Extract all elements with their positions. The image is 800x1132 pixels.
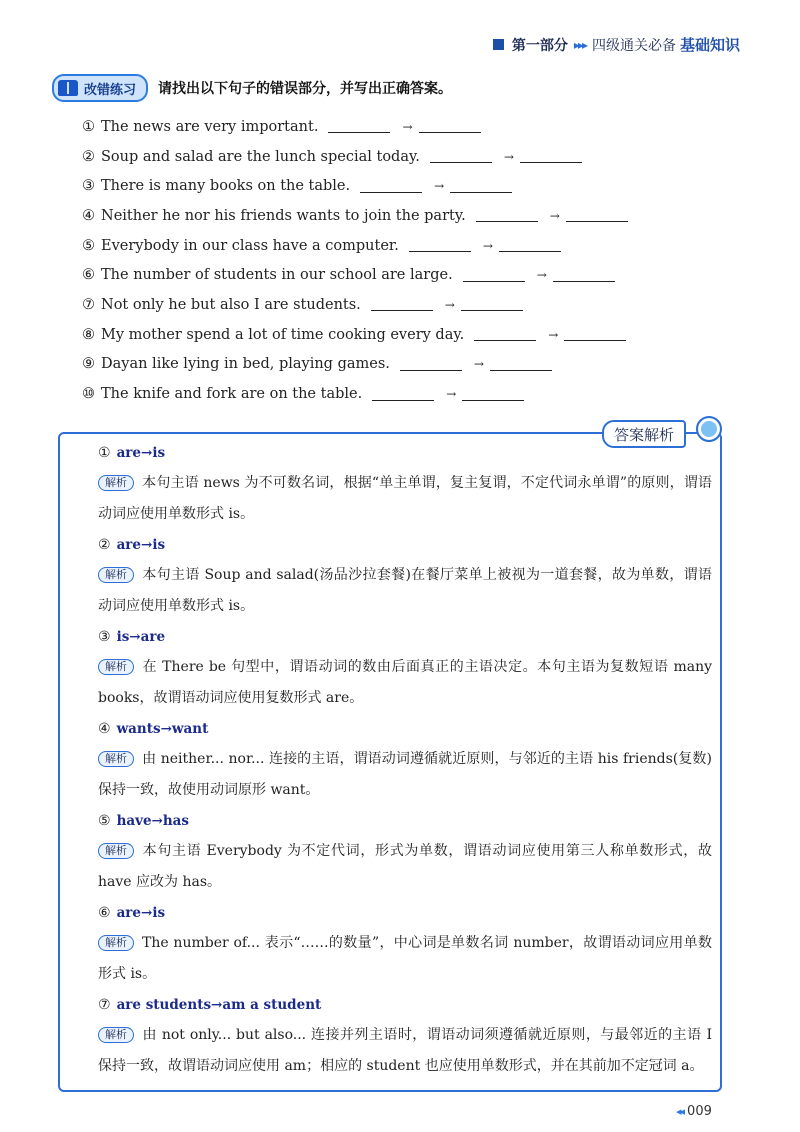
page-number — [676, 1104, 712, 1119]
question-item — [82, 320, 628, 350]
answer-correction: are students→am a student — [116, 997, 322, 1013]
question-number: ⑦ — [82, 296, 95, 313]
answer-correction: wants→want — [116, 721, 209, 737]
exercise-badge — [52, 74, 148, 102]
explanation-text: 由 neither... nor... 连接的主语，谓语动词遵循就近原则，与邻近的主语 his friends(复数)保持一致，故使用动词原形 want。 — [98, 751, 712, 798]
answer-number: ② — [98, 537, 111, 553]
page-number-value: 009 — [687, 1104, 712, 1119]
section-subtitle: 四级通关必备 — [591, 37, 676, 54]
wrong-part-blank[interactable] — [430, 150, 492, 163]
section-part: 第一部分 — [511, 37, 568, 54]
correct-answer-blank[interactable] — [566, 209, 628, 222]
question-number: ⑥ — [82, 267, 95, 284]
answer-line — [64, 438, 712, 468]
answer-tab: 答案解析 — [602, 420, 686, 448]
arrow-icon: → — [446, 387, 457, 402]
answer-line — [64, 898, 712, 928]
explanation-text: 由 not only... but also... 连接并列主语时，谓语动词须遵循就近原则，与最邻近的主语 I 保持一致，故谓语动词应使用 am；相应的 student 也应使用单数形式，并在其前加不定冠词 a。 — [98, 1027, 712, 1074]
answer-explanation — [64, 928, 712, 990]
correct-answer-blank[interactable] — [490, 358, 552, 371]
answer-correction: are→is — [116, 537, 166, 553]
explanation-tag: 解析 — [98, 659, 134, 675]
exercise-instruction: 请找出以下句子的错误部分，并写出正确答案。 — [158, 81, 453, 97]
question-number: ⑤ — [82, 237, 95, 254]
explanation-text: The number of... 表示“……的数量”，中心词是单数名词 number，故谓语动词应用单数形式 is。 — [98, 935, 712, 982]
question-text: Dayan like lying in bed, playing games. — [101, 356, 390, 373]
correct-answer-blank[interactable] — [419, 120, 481, 133]
wrong-part-blank[interactable] — [371, 298, 433, 311]
answer-correction: are→is — [116, 905, 166, 921]
arrow-icon: → — [548, 327, 559, 342]
answer-explanation — [64, 1020, 712, 1082]
arrow-icon: → — [444, 297, 455, 312]
question-number: ④ — [82, 207, 95, 224]
correct-answer-blank[interactable] — [450, 180, 512, 193]
triple-arrow-icon: ▸▸▸ — [573, 37, 586, 52]
question-number: ⑩ — [82, 386, 95, 403]
answer-explanation — [64, 468, 712, 530]
question-number: ③ — [82, 178, 95, 195]
arrow-icon: → — [549, 208, 560, 223]
wrong-part-blank[interactable] — [463, 269, 525, 282]
question-item — [82, 112, 628, 142]
wrong-part-blank[interactable] — [409, 239, 471, 252]
answer-correction: have→has — [116, 813, 190, 829]
correct-answer-blank[interactable] — [553, 269, 615, 282]
answer-number: ⑥ — [98, 905, 111, 921]
question-text: There is many books on the table. — [101, 178, 351, 195]
answer-number: ⑤ — [98, 813, 111, 829]
explanation-tag: 解析 — [98, 935, 134, 951]
page-header — [493, 34, 740, 55]
section-strong: 基础知识 — [679, 36, 740, 54]
question-number: ① — [82, 118, 95, 135]
explanation-tag: 解析 — [98, 751, 134, 767]
answer-explanation — [64, 836, 712, 898]
answer-number: ③ — [98, 629, 111, 645]
question-text: The knife and fork are on the table. — [101, 386, 363, 403]
question-item — [82, 260, 628, 290]
wrong-part-blank[interactable] — [328, 120, 390, 133]
question-text: Soup and salad are the lunch special today. — [101, 148, 420, 165]
answer-line — [64, 806, 712, 836]
question-item — [82, 171, 628, 201]
answer-explanation — [64, 560, 712, 622]
arrow-icon: → — [473, 357, 484, 372]
question-text: My mother spend a lot of time cooking every day. — [101, 326, 465, 343]
question-list — [82, 112, 628, 409]
answer-content — [64, 438, 712, 1082]
answer-line — [64, 714, 712, 744]
arrow-icon: → — [503, 149, 514, 164]
answer-number: ⑦ — [98, 997, 111, 1013]
question-text: Not only he but also I are students. — [101, 296, 361, 313]
answer-line — [64, 622, 712, 652]
arrow-icon: → — [536, 268, 547, 283]
question-text: The number of students in our school are large. — [101, 267, 453, 284]
exercise-badge-label: 改错练习 — [84, 82, 137, 98]
explanation-tag: 解析 — [98, 567, 134, 583]
wrong-part-blank[interactable] — [400, 358, 462, 371]
book-icon — [58, 80, 78, 96]
answer-number: ④ — [98, 721, 111, 737]
square-icon — [493, 39, 504, 50]
arrow-icon: → — [482, 238, 493, 253]
wrong-part-blank[interactable] — [474, 328, 536, 341]
explanation-text: 本句主语 Soup and salad(汤品沙拉套餐)在餐厅菜单上被视为一道套餐，故为单数，谓语动词应使用单数形式 is。 — [98, 567, 712, 614]
explanation-text: 本句主语 Everybody 为不定代词，形式为单数，谓语动词应使用第三人称单数形式，故 have 应改为 has。 — [98, 843, 712, 890]
answer-number: ① — [98, 445, 111, 461]
correct-answer-blank[interactable] — [564, 328, 626, 341]
question-number: ② — [82, 148, 95, 165]
question-number: ⑨ — [82, 356, 95, 373]
answer-explanation — [64, 744, 712, 806]
arrow-icon: → — [402, 119, 413, 134]
answer-correction: is→are — [116, 629, 166, 645]
question-text: Neither he nor his friends wants to join the party. — [101, 207, 466, 224]
question-item — [82, 201, 628, 231]
correct-answer-blank[interactable] — [462, 388, 524, 401]
exercise-title — [52, 74, 452, 102]
correct-answer-blank[interactable] — [520, 150, 582, 163]
wrong-part-blank[interactable] — [476, 209, 538, 222]
question-number: ⑧ — [82, 326, 95, 343]
correct-answer-blank[interactable] — [499, 239, 561, 252]
question-text: Everybody in our class have a computer. — [101, 237, 399, 254]
wrong-part-blank[interactable] — [360, 180, 422, 193]
answer-line — [64, 530, 712, 560]
wrong-part-blank[interactable] — [372, 388, 434, 401]
explanation-text: 在 There be 句型中，谓语动词的数由后面真正的主语决定。本句主语为复数短语 many books，故谓语动词应使用复数形式 are。 — [98, 659, 712, 706]
answer-correction: are→is — [116, 445, 166, 461]
explanation-text: 本句主语 news 为不可数名词，根据“单主单谓，复主复谓，不定代词永单谓”的原则，谓语动词应使用单数形式 is。 — [98, 475, 712, 522]
correct-answer-blank[interactable] — [461, 298, 523, 311]
question-item — [82, 379, 628, 409]
arrow-icon: → — [434, 179, 445, 194]
explanation-tag: 解析 — [98, 1027, 134, 1043]
answer-line — [64, 990, 712, 1020]
double-chevron-icon: ◂◂ — [676, 1105, 684, 1118]
answer-explanation — [64, 652, 712, 714]
explanation-tag: 解析 — [98, 843, 134, 859]
question-item — [82, 231, 628, 261]
explanation-tag: 解析 — [98, 475, 134, 491]
question-item — [82, 142, 628, 172]
question-text: The news are very important. — [101, 118, 319, 135]
question-item — [82, 290, 628, 320]
question-item — [82, 350, 628, 380]
